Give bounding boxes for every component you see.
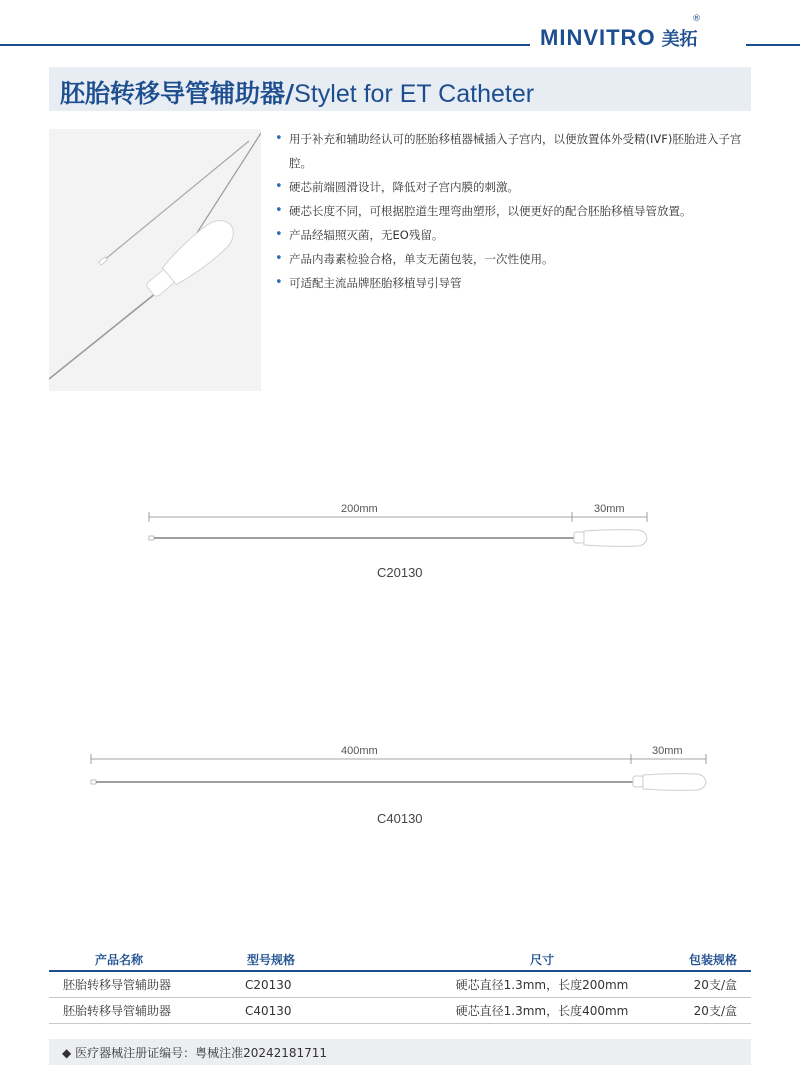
table-cell: C40130 — [245, 1003, 292, 1018]
brand-logo-text: MINVITRO — [540, 25, 656, 50]
registration-note — [62, 1044, 327, 1061]
brand-logo — [540, 24, 698, 52]
dimension-label-length: 200mm — [341, 503, 378, 515]
feature-item: • 产品内毒素检验合格，单支无菌包装，一次性使用。 — [275, 247, 745, 271]
table-cell: 胚胎转移导管辅助器 — [63, 1004, 172, 1018]
table-cell: 20支/盒 — [693, 1004, 737, 1018]
brand-logo-cn: 美拓 — [661, 29, 698, 50]
header-rule-left — [0, 44, 530, 46]
stylet-photo-illustration — [49, 129, 261, 391]
page-title — [60, 74, 534, 110]
registration-text: 医疗器械注册证编号：粤械注准20242181711 — [75, 1046, 328, 1060]
feature-item: • 产品经辐照灭菌，无EO残留。 — [275, 223, 745, 247]
page-title-cn: 胚胎转移导管辅助器/ — [60, 79, 295, 108]
table-cell: C20130 — [245, 977, 292, 992]
product-photo — [49, 129, 261, 391]
table-cell: 硬芯直径1.3mm，长度400mm — [455, 1004, 629, 1018]
table-header-row — [49, 949, 751, 971]
diagram-c40130 — [91, 754, 706, 790]
registered-mark: ® — [692, 14, 701, 24]
diamond-icon: ◆ — [62, 1046, 72, 1060]
table-row — [49, 971, 751, 998]
feature-list — [275, 127, 745, 295]
feature-item: • 硬芯长度不同，可根据腔道生理弯曲塑形，以便更好的配合胚胎移植导管放置。 — [275, 199, 745, 223]
table-header-cell: 尺寸 — [529, 953, 554, 967]
feature-item: • 用于补充和辅助经认可的胚胎移植器械插入子宫内，以便放置体外受精(IVF)胚胎进入子宫腔。 — [275, 127, 745, 175]
table-cell: 胚胎转移导管辅助器 — [63, 978, 172, 992]
dimension-label-handle: 30mm — [594, 503, 625, 515]
dimension-label-handle: 30mm — [652, 745, 683, 757]
page-title-en: Stylet for ET Catheter — [294, 80, 535, 108]
dimension-label-length: 400mm — [341, 745, 378, 757]
table-cell: 20支/盒 — [693, 978, 737, 992]
feature-item: • 硬芯前端圆滑设计，降低对子宫内膜的刺激。 — [275, 175, 745, 199]
table-header-cell: 包装规格 — [688, 953, 737, 967]
spec-table — [49, 949, 751, 1024]
header-rule-right — [746, 44, 800, 46]
table-row — [49, 998, 751, 1024]
table-header-cell: 型号规格 — [247, 953, 296, 967]
table-cell: 硬芯直径1.3mm，长度200mm — [455, 978, 629, 992]
feature-item: • 可适配主流品牌胚胎移植导引导管 — [275, 271, 745, 295]
model-label: C40130 — [377, 811, 423, 826]
model-label: C20130 — [377, 565, 423, 580]
table-header-cell: 产品名称 — [95, 953, 144, 967]
diagram-c20130 — [149, 512, 647, 546]
